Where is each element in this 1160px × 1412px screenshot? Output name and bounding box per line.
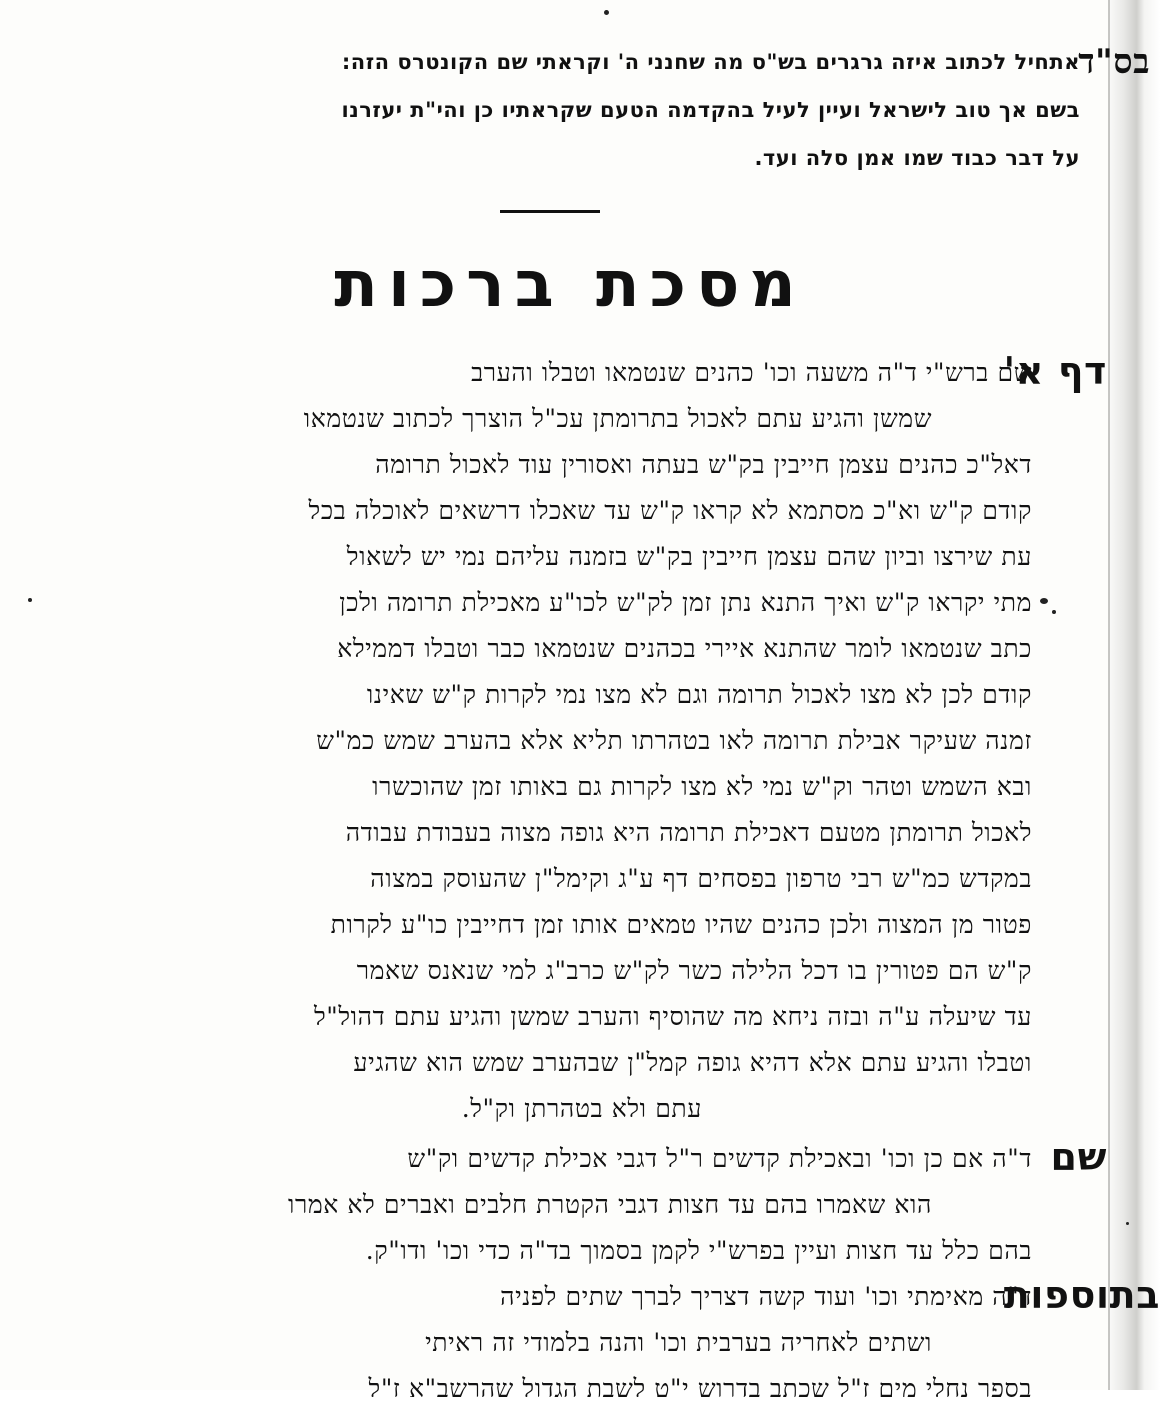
scan-speck (1126, 1222, 1129, 1225)
line-text: זמנה שעיקר אבילת תרומה לאו בטהרתו תליא אלא בהערב שמש כמ"ש (316, 726, 1032, 755)
text-line (52, 718, 1032, 764)
section-marker: דף א' (1003, 349, 1107, 393)
text-line (52, 1273, 1160, 1320)
page-edge-shadow (1108, 0, 1160, 1390)
line-text: שם ברש"י ד"ה משעה וכו' כהנים שנטמאו וטבלו והערב (471, 358, 1032, 387)
line-text: קודם לכן לא מצו לאכול תרומה וגם לא מצו נמי לקרות ק"ש שאינו (366, 680, 1032, 709)
text-line (52, 1366, 1032, 1412)
line-text: ד"ה אם כן וכו' ובאכילת קדשים ר"ל דגבי אכילת קדשים וק"ש (407, 1144, 1032, 1173)
line-text: עד שיעלה ע"ה ובזה ניחא מה שהוסיף והערב שמשן והגיע עתם דהול"ל (313, 1002, 1032, 1031)
text-line (52, 810, 1032, 856)
intro-line-text: על דבר כבוד שמו אמן סלה ועד. (754, 146, 1080, 170)
text-line (52, 1182, 1032, 1228)
line-text: וטבלו והגיע עתם אלא דהיא גופה קמל"ן שבהערב שמש הוא שהגיע (353, 1048, 1032, 1077)
text-line (52, 672, 1032, 718)
text-line (52, 396, 1032, 442)
intro-line-text: בשם אך טוב לישראל ועיין לעיל בהקדמה הטעם שקראתיו כן והי"ת יעזרנו (341, 98, 1080, 122)
line-text: מתי יקראו ק"ש ואיך התנא נתן זמן לק"ש לכו"ע מאכילת תרומה ולכן (339, 588, 1032, 617)
text-line (52, 1135, 1107, 1182)
tractate-title: מסכת ברכות (334, 248, 806, 322)
line-text: בהם כלל עד חצות ועיין בפרש"י לקמן בסמוך בד"ה כדי וכו' ודו"ק. (365, 1236, 1032, 1265)
line-text: קודם ק"ש וא"כ מסתמא לא קראו ק"ש עד שאכלו דרשאים לאוכלה בכל (308, 496, 1032, 525)
scan-speck (1052, 610, 1056, 614)
section-divider (500, 210, 600, 213)
line-text: בספר נחלי מים ז"ל שכתב בדרוש י"ט לשבת הגדול שהרשב"א ז"ל (368, 1374, 1032, 1403)
scan-speck (604, 10, 609, 15)
line-text: ד"ה מאימתי וכו' ועוד קשה דצריך לברך שתים לפניה (500, 1282, 1032, 1311)
intro-line-text: אתחיל לכתוב איזה גרגרים בש"ס מה שחנני ה' וקראתי שם הקונטרס הזה: (341, 50, 1080, 74)
line-text: הוא שאמרו בהם עד חצות דגבי הקטרת חלבים ואברים לא אמרו (287, 1190, 932, 1219)
intro-line (70, 134, 1080, 182)
line-text: ושתים לאחריה בערבית וכו' והנה בלמודי זה ראיתי (425, 1328, 932, 1357)
page-fold-line (1108, 0, 1110, 1390)
intro-line (70, 86, 1080, 134)
text-line (52, 902, 1032, 948)
scan-speck (28, 598, 32, 602)
line-text: שמשן והגיע עתם לאכול בתרומתן עכ"ל הוצרך לכתוב שנטמאו (303, 404, 932, 433)
text-line (52, 488, 1032, 534)
text-line (52, 1040, 1032, 1086)
text-line (52, 626, 1032, 672)
line-text: פטור מן המצוה ולכן כהנים שהיו טמאים אותו זמן דחייבין כו"ע לקרות (330, 910, 1032, 939)
text-line (52, 764, 1032, 810)
line-text: כתב שנטמאו לומר שהתנא איירי בכהנים שנטמאו כבר וטבלו דממילא (337, 634, 1032, 663)
text-line (52, 534, 1032, 580)
section-marker: בתוספות (1003, 1273, 1160, 1317)
intro-mark: בס"ד (1078, 42, 1150, 82)
text-line (52, 349, 1107, 396)
text-line (52, 994, 1032, 1040)
text-line (52, 1320, 1032, 1366)
commentary-body (52, 349, 1160, 1412)
line-text: דאל"כ כהנים עצמן חייבין בק"ש בעתה ואסורין עוד לאכול תרומה (375, 450, 1032, 479)
line-text: במקדש כמ"ש רבי טרפון בפסחים דף ע"ג וקימל"ן שהעוסק במצוה (370, 864, 1032, 893)
section-marker: שם (1050, 1135, 1107, 1179)
intro-paragraph (70, 38, 1150, 182)
line-text: עת שירצו וביון שהם עצמן חייבין בק"ש בזמנה עליהם נמי יש לשאול (346, 542, 1032, 571)
scan-speck (1040, 598, 1048, 604)
text-line (52, 1228, 1032, 1274)
text-line (52, 1086, 1032, 1132)
line-text: ק"ש הם פטורין בו דכל הלילה כשר לק"ש כרב"ג למי שנאנס שאמר (356, 956, 1032, 985)
text-line (52, 856, 1032, 902)
text-line (52, 948, 1032, 994)
line-text: עתם ולא בטהרתן וק"ל. (461, 1094, 702, 1123)
text-line (52, 580, 1032, 626)
line-text: ובא השמש וטהר וק"ש נמי לא מצו לקרות גם באותו זמן שהוכשרו (372, 772, 1032, 801)
intro-line (70, 38, 1150, 86)
text-line (52, 442, 1032, 488)
line-text: לאכול תרומתן מטעם דאכילת תרומה היא גופה מצוה בעבודת עבודה (345, 818, 1032, 847)
